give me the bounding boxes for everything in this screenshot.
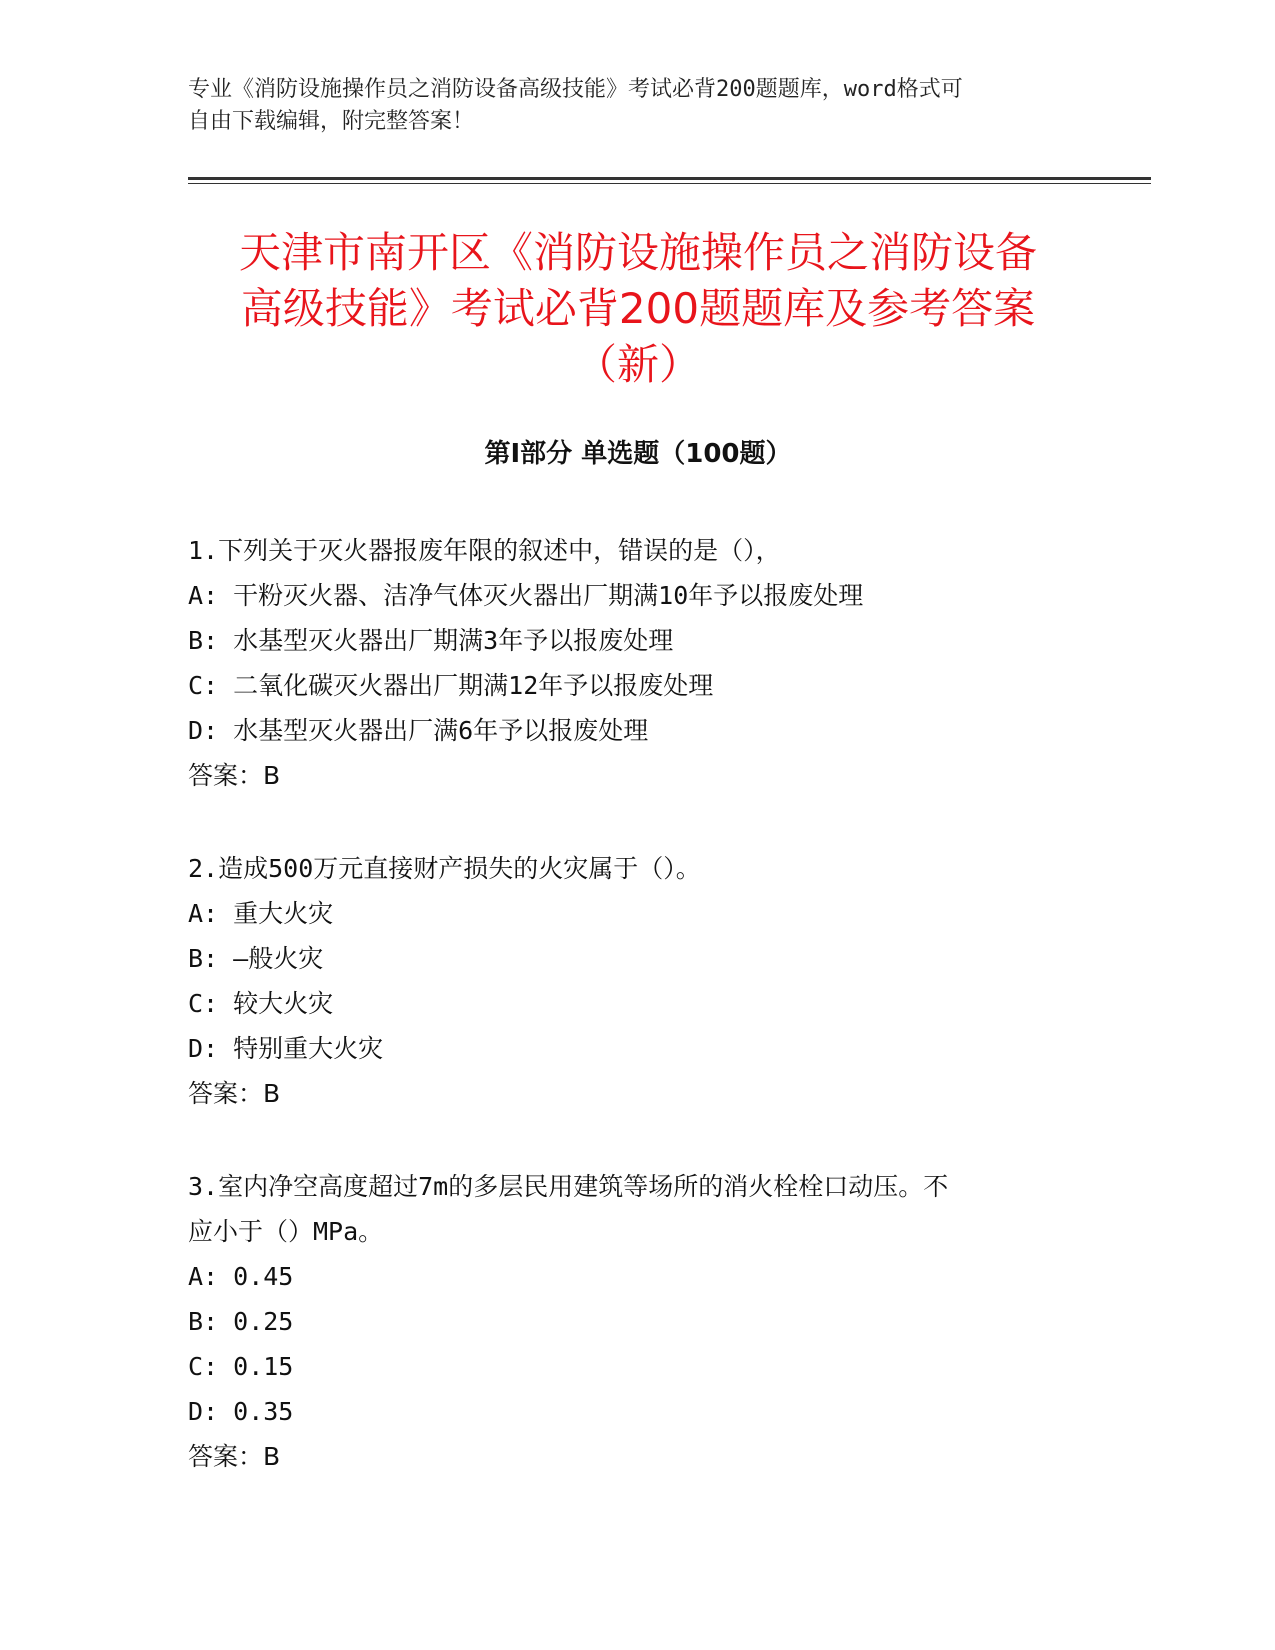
question-3 xyxy=(188,1164,1088,1479)
option-d: D: 特别重大火灾 xyxy=(188,1034,384,1063)
question-1 xyxy=(188,528,1088,798)
question-text-line-2: 应小于（）MPa。 xyxy=(188,1217,384,1246)
header-rule-thick xyxy=(188,177,1151,180)
answer: 答案：B xyxy=(188,761,281,790)
header-note-line-1: 专业《消防设施操作员之消防设备高级技能》考试必背200题题库，word格式可 xyxy=(188,77,963,102)
option-b: B: 水基型灭火器出厂期满3年予以报废处理 xyxy=(188,626,674,655)
question-2 xyxy=(188,846,1088,1116)
document-title-line-3: （新） xyxy=(574,340,701,389)
question-text: 2.造成500万元直接财产损失的火灾属于（）。 xyxy=(188,854,701,883)
header-note xyxy=(188,74,1068,138)
question-text-line-1: 3.室内净空高度超过7m的多层民用建筑等场所的消火栓栓口动压。不 xyxy=(188,1172,949,1201)
header-rule-thin xyxy=(188,183,1151,184)
document-title-line-2: 高级技能》考试必背200题题库及参考答案 xyxy=(240,284,1036,333)
option-d: D: 水基型灭火器出厂满6年予以报废处理 xyxy=(188,716,649,745)
option-d: D: 0.35 xyxy=(188,1397,294,1426)
option-c: C: 0.15 xyxy=(188,1352,294,1381)
option-a: A: 重大火灾 xyxy=(188,899,334,928)
option-b: B: 0.25 xyxy=(188,1307,294,1336)
document-title-line-1: 天津市南开区《消防设施操作员之消防设备 xyxy=(238,228,1037,277)
option-c: C: 二氧化碳灭火器出厂期满12年予以报废处理 xyxy=(188,671,714,700)
document-title xyxy=(188,225,1088,393)
option-a: A: 0.45 xyxy=(188,1262,294,1291)
option-b: B: —般火灾 xyxy=(188,944,324,973)
answer: 答案：B xyxy=(188,1079,281,1108)
section-heading: 第I部分 单选题（100题） xyxy=(484,439,792,469)
option-c: C: 较大火灾 xyxy=(188,989,334,1018)
answer: 答案：B xyxy=(188,1442,281,1471)
header-note-line-2: 自由下载编辑，附完整答案！ xyxy=(188,109,475,134)
option-a: A: 干粉灭火器、洁净气体灭火器出厂期满10年予以报废处理 xyxy=(188,581,864,610)
question-text: 1.下列关于灭火器报废年限的叙述中，错误的是（）， xyxy=(188,536,781,565)
